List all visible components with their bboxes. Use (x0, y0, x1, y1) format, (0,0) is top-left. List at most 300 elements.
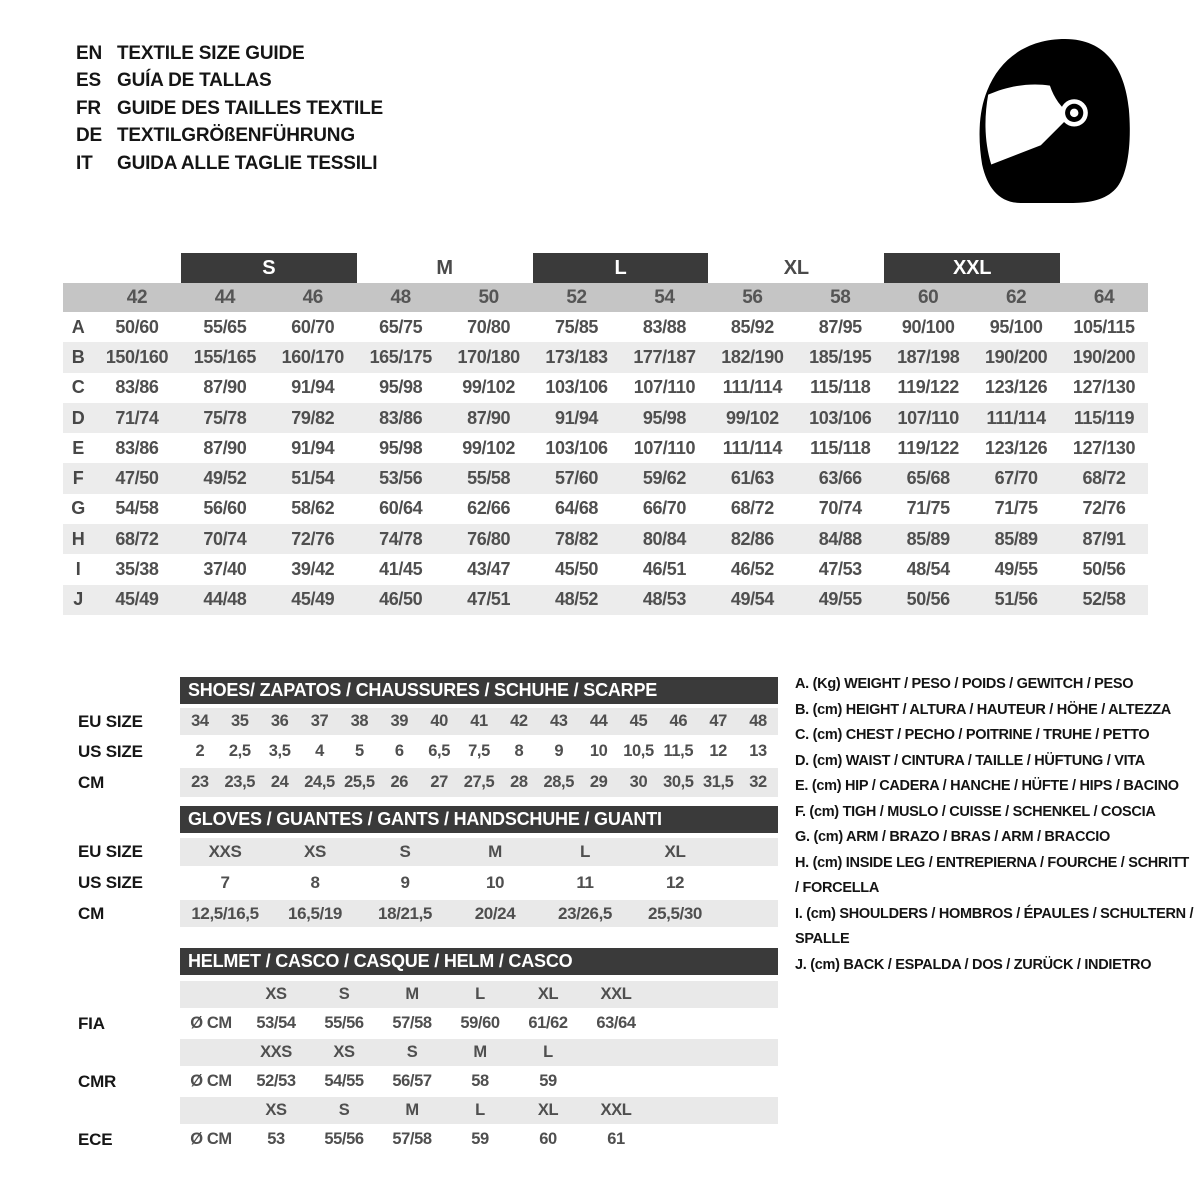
size-value: 71/74 (115, 407, 159, 428)
unit-cell: Ø CM (190, 1014, 232, 1032)
size-value: 55/58 (467, 468, 511, 489)
legend-unit: (cm) (813, 829, 847, 845)
row-letter: J (73, 589, 83, 610)
size-value: 87/90 (467, 407, 511, 428)
size-value: 91/94 (291, 377, 335, 398)
size-value: 25,5 (344, 773, 375, 791)
language-code: FR (76, 97, 101, 119)
helmet-sizes-row-0 (63, 981, 778, 1008)
values-strip (180, 1097, 778, 1124)
size-value: 24,5 (304, 773, 335, 791)
legend-text: HEIGHT / ALTURA / HAUTEUR / HÖHE / ALTEZZA (845, 701, 1171, 718)
size-value: 83/86 (379, 407, 423, 428)
size-value: 52/58 (1082, 589, 1126, 610)
size-value: 185/195 (809, 346, 872, 367)
size-value: 79/82 (291, 407, 335, 428)
size-value: 99/102 (462, 437, 515, 458)
legend-key: E. (795, 778, 812, 794)
size-value: 42 (510, 712, 528, 730)
size-value: 37 (310, 712, 329, 730)
size-value: 12,5/16,5 (191, 903, 259, 923)
row-label: CMR (78, 1071, 117, 1091)
size-value: XS (265, 1101, 287, 1119)
size-value: 54/55 (324, 1072, 364, 1090)
row-letter: B (71, 346, 85, 367)
size-value: 18/21,5 (378, 903, 432, 923)
size-value: L (475, 985, 485, 1003)
size-value: L (580, 842, 590, 861)
legend-text: WAIST / CINTURA / TAILLE / HÜFTUNG / VITA (845, 752, 1145, 769)
measure-row-g (63, 494, 1148, 524)
size-value: 40 (430, 712, 448, 730)
size-value: 83/88 (642, 316, 686, 337)
row-label: CM (78, 903, 105, 923)
size-group-xxl: XXL (884, 253, 1060, 283)
size-value: 45/49 (291, 589, 335, 610)
size-value: 55/56 (324, 1130, 364, 1148)
size-value: 32 (749, 773, 767, 791)
size-row-cm (63, 768, 778, 797)
legend-text: TIGH / MUSLO / CUISSE / SCHENKEL / COSCIA (842, 803, 1156, 820)
row-letter: G (71, 498, 85, 519)
gloves-section-title: GLOVES / GUANTES / GANTS / HANDSCHUHE / GUANTI (180, 806, 778, 833)
row-letter: D (71, 407, 85, 428)
size-value: 35/38 (115, 559, 159, 580)
size-value: 65/68 (906, 468, 950, 489)
unit-cell: Ø CM (190, 1072, 232, 1090)
size-value: 6 (394, 742, 404, 760)
shoes-size-table (63, 708, 778, 797)
legend-item-g (795, 825, 1195, 851)
size-row-eu-size (63, 838, 778, 866)
size-value: 70/74 (203, 528, 247, 549)
legend-unit: (cm) (806, 905, 840, 922)
row-label: ECE (78, 1129, 113, 1149)
legend-key: B. (795, 701, 813, 718)
language-title: GUÍA DE TALLAS (117, 70, 272, 92)
size-value: 165/175 (369, 346, 432, 367)
size-value: L (543, 1043, 553, 1061)
size-value: 28,5 (543, 773, 574, 791)
size-value: 123/126 (984, 437, 1048, 458)
helmet-sizes-row-4 (63, 1097, 778, 1124)
language-row-fr (76, 95, 383, 123)
size-value: 6,5 (428, 742, 450, 760)
size-value: 60/64 (379, 498, 423, 519)
language-row-de (76, 123, 383, 151)
values-strip (180, 768, 778, 797)
helmet-row-ece (63, 1124, 778, 1155)
measure-row-e (63, 433, 1148, 463)
size-number: 52 (566, 286, 587, 308)
legend-item-h (795, 851, 1195, 902)
row-label: EU SIZE (78, 842, 143, 861)
size-value: 59 (539, 1072, 557, 1090)
gloves-size-table (63, 838, 778, 927)
size-number: 62 (1005, 286, 1027, 308)
size-value: 119/122 (897, 437, 959, 458)
size-value: 45/49 (115, 589, 159, 610)
size-value: 103/106 (809, 407, 872, 428)
size-number: 64 (1093, 286, 1115, 308)
helmet-size-table (63, 981, 778, 1155)
legend-item-j (795, 953, 1195, 979)
size-value: 177/187 (633, 346, 696, 367)
size-value: S (338, 985, 350, 1003)
size-value: 107/110 (633, 377, 696, 398)
size-value: 46/51 (642, 559, 686, 580)
legend-key: D. (795, 752, 813, 769)
measure-row-h (63, 524, 1148, 554)
textile-size-table (63, 253, 1148, 615)
size-value: 115/118 (810, 437, 871, 458)
values-strip (180, 1008, 778, 1039)
size-value: 28 (510, 773, 528, 791)
size-group-xl: XL (783, 256, 809, 279)
size-value: M (488, 842, 502, 861)
row-letter: I (75, 559, 81, 580)
size-value: 35 (231, 712, 249, 730)
size-number: 56 (742, 286, 763, 308)
size-value: 70/80 (467, 316, 511, 337)
size-value: 47 (709, 712, 727, 730)
size-value: 25,5/30 (648, 903, 702, 923)
size-value: 155/165 (193, 346, 256, 367)
language-title: TEXTILGRÖßENFÜHRUNG (117, 125, 355, 147)
size-value: 27 (430, 773, 448, 791)
size-value: 59 (471, 1130, 489, 1148)
size-value: 55/65 (203, 316, 247, 337)
size-number: 60 (918, 286, 939, 308)
size-group-m: M (436, 256, 453, 279)
size-value: 41/45 (379, 559, 423, 580)
size-value: 7 (220, 873, 230, 892)
size-value: 9 (400, 873, 410, 892)
legend-item-d (795, 749, 1195, 775)
size-value: 48 (749, 712, 767, 730)
helmet-row-cmr (63, 1066, 778, 1097)
size-value: 3,5 (268, 742, 291, 760)
size-value: 12 (709, 742, 727, 760)
racing-helmet-icon (976, 36, 1138, 208)
size-value: 95/98 (642, 407, 686, 428)
size-value: 187/198 (897, 346, 960, 367)
size-value: 111/114 (722, 437, 783, 458)
size-value: 53/54 (256, 1014, 296, 1032)
size-value: 55/56 (324, 1014, 364, 1032)
size-value: 84/88 (818, 528, 862, 549)
legend-text: INSIDE LEG / ENTREPIERNA / FOURCHE / SCHRITT / FORCELLA (795, 854, 1189, 896)
size-group-s: S (181, 253, 357, 283)
language-title: GUIDA ALLE TAGLIE TESSILI (117, 152, 378, 174)
size-number: 58 (830, 286, 851, 308)
size-value: 87/90 (203, 377, 247, 398)
measure-row-a (63, 312, 1148, 342)
size-value: 48/53 (642, 589, 686, 610)
size-value: 115/119 (1073, 407, 1135, 428)
legend-unit: (cm) (812, 701, 846, 718)
size-value: 182/190 (721, 346, 784, 367)
size-value: 111/114 (986, 407, 1046, 428)
size-value: 41 (470, 712, 488, 730)
legend-item-e (795, 774, 1195, 800)
legend-key: I. (795, 905, 807, 922)
unit-cell (180, 1097, 242, 1124)
legend-unit: (cm) (812, 854, 846, 871)
size-value: 72/76 (1082, 498, 1126, 519)
legend-item-c (795, 723, 1195, 749)
measure-row-d (63, 403, 1148, 433)
size-value: 47/50 (115, 468, 159, 489)
size-value: 115/118 (810, 377, 871, 398)
size-value: M (405, 1101, 419, 1119)
size-row-us-size (63, 735, 778, 768)
row-letter: F (72, 468, 84, 489)
size-value: 111/114 (722, 377, 783, 398)
size-number: 54 (654, 286, 675, 308)
values-strip (180, 1066, 778, 1097)
size-value: 46/52 (730, 559, 774, 580)
size-value: 30 (629, 773, 648, 791)
row-label (63, 1039, 180, 1066)
size-value: 47/51 (467, 589, 511, 610)
size-value: 91/94 (291, 437, 335, 458)
language-code: IT (76, 152, 93, 174)
size-value: 123/126 (984, 377, 1048, 398)
size-value: 160/170 (281, 346, 344, 367)
size-value: 67/70 (994, 468, 1038, 489)
size-value: 46/50 (379, 589, 423, 610)
size-value: 56/60 (203, 498, 247, 519)
size-value: 80/84 (642, 528, 686, 549)
size-value: 107/110 (897, 407, 959, 428)
size-value: 58 (471, 1072, 489, 1090)
size-number: 50 (478, 286, 499, 308)
size-value: 31,5 (702, 773, 734, 791)
size-value: 54/58 (115, 498, 159, 519)
size-value: 62/66 (467, 498, 511, 519)
size-value: 105/115 (1073, 316, 1135, 337)
size-value: 23 (191, 773, 209, 791)
size-value: 47/53 (818, 559, 862, 580)
legend-text: HIP / CADERA / HANCHE / HÜFTE / HIPS / BACINO (845, 778, 1179, 794)
size-value: 48/54 (906, 559, 950, 580)
row-letter: A (71, 316, 85, 337)
size-value: XXL (600, 985, 632, 1003)
size-value: XL (537, 985, 559, 1003)
legend-item-f (795, 800, 1195, 826)
size-value: 87/95 (818, 316, 862, 337)
language-title: GUIDE DES TAILLES TEXTILE (117, 97, 383, 119)
row-letter: C (71, 377, 85, 398)
legend-unit: (cm) (809, 803, 843, 820)
size-value: 43 (549, 712, 568, 730)
size-number: 44 (214, 286, 236, 308)
size-value: 51/54 (291, 468, 335, 489)
size-value: 76/80 (467, 528, 511, 549)
size-value: 173/183 (545, 346, 608, 367)
size-value: XL (664, 842, 686, 861)
unit-cell: Ø CM (190, 1130, 232, 1148)
size-value: 38 (350, 712, 369, 730)
helmet-sizes-row-2 (63, 1039, 778, 1066)
values-strip (180, 838, 778, 866)
size-value: 57/60 (555, 468, 599, 489)
size-value: S (399, 842, 411, 861)
size-value: 65/75 (379, 316, 423, 337)
size-value: 49/55 (818, 589, 862, 610)
size-value: 43/47 (467, 559, 511, 580)
size-value: 5 (355, 742, 364, 760)
size-value: 50/56 (906, 589, 950, 610)
language-title-list (76, 40, 383, 178)
size-value: 95/100 (989, 316, 1043, 337)
row-label (63, 981, 180, 1008)
size-value: 44/48 (203, 589, 247, 610)
size-value: 64/68 (555, 498, 599, 519)
size-value: 11 (576, 873, 594, 892)
row-label: CM (78, 772, 105, 792)
size-number-row (63, 283, 1148, 312)
size-value: XXS (260, 1043, 292, 1061)
size-value: 24 (270, 773, 289, 791)
size-value: 71/75 (994, 498, 1038, 519)
size-value: 75/85 (555, 316, 599, 337)
size-value: 63/64 (596, 1014, 636, 1032)
size-value: 39 (390, 712, 409, 730)
measure-row-j (63, 585, 1148, 615)
size-value: 2 (195, 742, 205, 760)
size-value: 12 (665, 873, 685, 892)
size-value: 8 (310, 873, 320, 892)
size-value: 91/94 (555, 407, 599, 428)
size-value: 83/86 (115, 377, 159, 398)
row-letter: H (71, 528, 85, 549)
size-value: 48/52 (555, 589, 599, 610)
size-value: 68/72 (1082, 468, 1126, 489)
size-value: 49/55 (994, 559, 1038, 580)
values-strip (180, 735, 778, 768)
size-row-us-size (63, 866, 778, 900)
size-value: 49/52 (203, 468, 247, 489)
size-value: 49/54 (730, 589, 774, 610)
size-number: 46 (302, 286, 323, 308)
size-value: 107/110 (633, 437, 696, 458)
size-value: L (475, 1101, 485, 1119)
size-value: 46 (669, 712, 688, 730)
size-value: 9 (554, 742, 564, 760)
row-letter: E (72, 437, 84, 458)
size-value: 39/42 (291, 559, 335, 580)
size-value: 23/26,5 (558, 903, 612, 923)
values-strip (180, 1124, 778, 1155)
size-value: 60/70 (291, 316, 335, 337)
row-label: US SIZE (78, 873, 143, 892)
size-value: 71/75 (906, 498, 950, 519)
helmet-section-title: HELMET / CASCO / CASQUE / HELM / CASCO (180, 948, 778, 975)
legend-text: SHOULDERS / HOMBROS / ÉPAULES / SCHULTERN / SPALLE (795, 905, 1194, 947)
unit-cell (180, 1039, 242, 1066)
legend-key: C. (795, 727, 813, 743)
size-value: 87/91 (1082, 528, 1126, 549)
legend-key: F. (795, 803, 810, 820)
size-value: 34 (191, 712, 209, 730)
size-value: 75/78 (203, 407, 247, 428)
size-value: 85/89 (906, 528, 950, 549)
size-value: 16,5/19 (288, 903, 342, 923)
size-value: M (405, 985, 419, 1003)
row-label (63, 1097, 180, 1124)
size-value: 59/60 (460, 1014, 500, 1032)
size-row-cm (63, 900, 778, 927)
size-value: 87/90 (203, 437, 247, 458)
size-number: 48 (390, 286, 411, 308)
size-value: 78/82 (555, 528, 599, 549)
size-value: 45 (629, 712, 648, 730)
size-value: 127/130 (1072, 437, 1136, 458)
size-value: 119/122 (897, 377, 959, 398)
legend-item-i (795, 902, 1195, 953)
size-value: 66/70 (642, 498, 686, 519)
size-value: 10,5 (623, 742, 654, 760)
size-value: 10 (485, 873, 505, 892)
measurement-legend (795, 672, 1195, 978)
size-value: 103/106 (545, 437, 608, 458)
language-code: EN (76, 42, 102, 64)
size-value: 61 (607, 1130, 625, 1148)
size-value: 53/56 (379, 468, 423, 489)
size-value: 68/72 (730, 498, 774, 519)
size-value: 50/60 (115, 316, 159, 337)
size-value: 99/102 (726, 407, 779, 428)
language-title: TEXTILE SIZE GUIDE (117, 42, 305, 64)
size-value: 74/78 (379, 528, 423, 549)
size-value: 99/102 (462, 377, 515, 398)
legend-unit: (cm) (812, 752, 846, 769)
values-strip (180, 900, 778, 927)
size-value: 95/98 (379, 377, 423, 398)
size-value: XS (304, 842, 326, 861)
size-value: S (406, 1043, 418, 1061)
size-value: 51/56 (994, 589, 1038, 610)
legend-unit: (cm) (810, 956, 844, 973)
row-label: EU SIZE (78, 711, 143, 731)
size-value: XXL (600, 1101, 632, 1119)
size-value: 58/62 (291, 498, 335, 519)
language-row-it (76, 150, 383, 178)
size-value: 37/40 (203, 559, 247, 580)
size-value: 61/62 (528, 1014, 568, 1032)
size-value: 29 (589, 773, 608, 791)
size-value: 85/92 (730, 316, 774, 337)
size-value: 36 (270, 712, 289, 730)
band-corner-spacer (63, 283, 93, 312)
legend-text: BACK / ESPALDA / DOS / ZURÜCK / INDIETRO (843, 956, 1152, 973)
size-value: 170/180 (457, 346, 520, 367)
measure-row-i (63, 554, 1148, 584)
size-value: 13 (749, 742, 767, 760)
size-value: 53 (267, 1130, 285, 1148)
size-value: 57/58 (392, 1130, 432, 1148)
size-value: XS (333, 1043, 355, 1061)
size-value: 95/98 (379, 437, 423, 458)
legend-text: ARM / BRAZO / BRAS / ARM / BRACCIO (846, 829, 1110, 845)
size-value: 61/63 (730, 468, 774, 489)
size-value: XXS (208, 842, 242, 861)
measure-row-f (63, 463, 1148, 493)
legend-key: A. (795, 676, 813, 692)
size-value: 23,5 (224, 773, 256, 791)
